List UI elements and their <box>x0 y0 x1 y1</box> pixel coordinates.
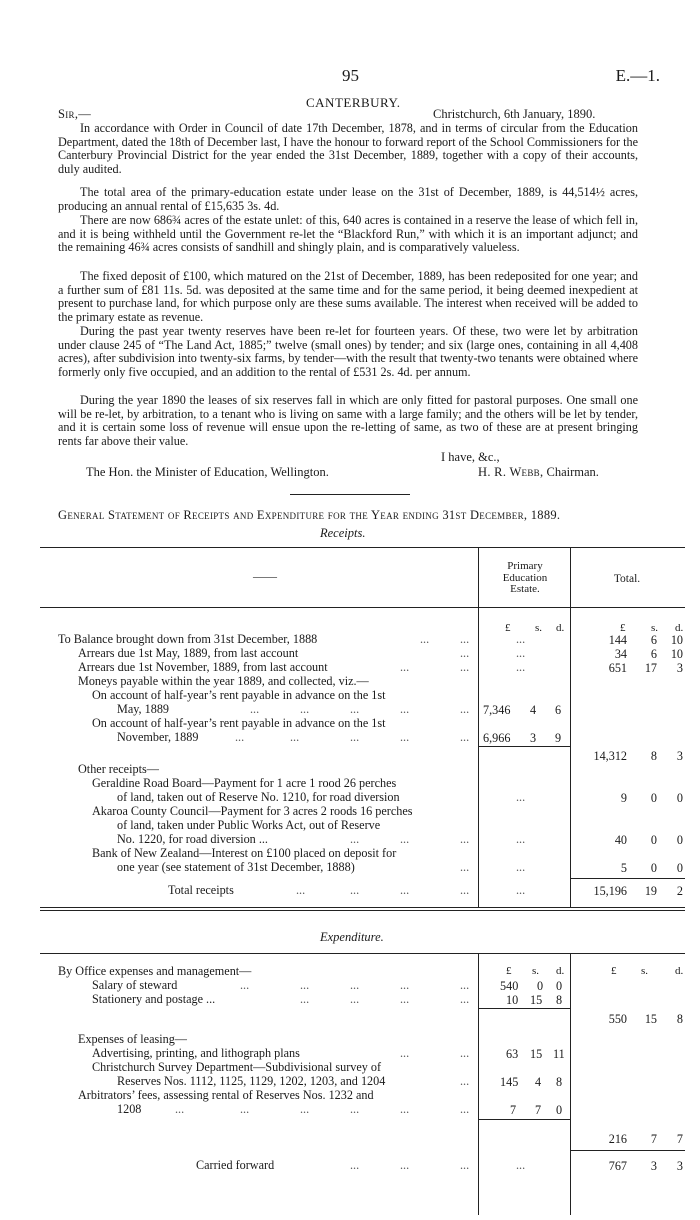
dot-leader: ... <box>296 883 306 897</box>
dot-leader: ... <box>460 978 470 992</box>
dot-leader: ... <box>240 978 250 992</box>
dot-leader: ... <box>516 632 526 646</box>
dot-leader: ... <box>460 660 470 674</box>
signature-name: H. R. Webb, <box>478 465 544 479</box>
receipt-row-label: Arrears due 1st May, 1889, from last account <box>78 646 299 660</box>
total-rule <box>570 878 685 879</box>
letter-paragraph: In accordance with Order in Council of date 17th December, 1878, and in terms of circular from the Education Department, dated the 18th of December last, I have the honour to forward report of the School Commissioners for the Canterbury Provincial District for the year ended the 31st December, 1889, together with a copy of their accounts, duly audited. <box>58 121 638 176</box>
receipt-row-label: Arrears due 1st November, 1889, from last account <box>78 660 328 674</box>
dot-leader: ... <box>400 660 410 674</box>
receipt-row-label: Moneys payable within the year 1889, and collected, viz.— <box>78 674 369 688</box>
receipt-row-label: On account of half-year’s rent payable in advance on the 1st <box>92 688 386 702</box>
total-shillings: 0 <box>650 861 657 875</box>
total-column-header: Total. <box>613 573 641 585</box>
dot-leader: ... <box>460 730 470 744</box>
primary-pence: 8 <box>556 993 563 1007</box>
dot-leader: ... <box>300 978 310 992</box>
column-divider <box>478 953 479 1215</box>
dot-leader: ... <box>460 860 470 874</box>
units-shillings: s. <box>532 965 540 977</box>
units-shillings: s. <box>535 622 543 634</box>
letter-paragraph: During the year 1890 the leases of six reserves fall in which are only fitted for pastoral purposes. One small one will be re-let, by arbitration, to a tenant who is living on same with a large family; and the others will be let by tender, and it is certain some loss of revenue will ensue upon the re-letting of same, as two of these are at present bringing rents far above their value. <box>58 393 638 448</box>
dot-leader: ... <box>460 646 470 660</box>
letter-title: CANTERBURY. <box>306 95 401 110</box>
dot-leader: ... <box>516 646 526 660</box>
primary-shillings: 4 <box>530 703 537 717</box>
subtotal-rule <box>478 1008 570 1009</box>
subtotal-rule <box>478 746 570 747</box>
dot-leader: ... <box>350 1158 360 1172</box>
dot-leader: ... <box>516 790 526 804</box>
primary-pounds: 10 <box>506 993 519 1007</box>
letter-paragraph: The total area of the primary-education estate under lease on the 31st of December, 1889, is 44,514½ acres, producing an annual rental of £15,635 3s. 4d. <box>58 185 638 213</box>
primary-column-header: Primary Education Estate. <box>502 560 548 595</box>
expenditure-heading: Expenditure. <box>320 930 384 944</box>
receipt-row-label: Geraldine Road Board—Payment for 1 acre 1 rood 26 perches <box>92 776 397 790</box>
letter-paragraph: The fixed deposit of £100, which matured on the 21st of December, 1889, has been redeposited for one year; and a further sum of £81 11s. 5d. was deposited at the same time and for the same period, it being deemed inexpedient at present to purchase land, for which purpose only are these sums available. The interest when received will be added to the primary estate as revenue. <box>58 269 638 324</box>
table-top-rule <box>40 547 685 548</box>
total-shillings: 17 <box>644 661 657 675</box>
primary-shillings: 3 <box>530 731 537 745</box>
expenditure-row-label: Arbitrators’ fees, assessing rental of Reserves Nos. 1232 and <box>78 1088 374 1102</box>
dot-leader: ... <box>400 1102 410 1116</box>
dot-leader: ... <box>516 883 526 897</box>
dot-leader: ... <box>516 1158 526 1172</box>
total-shillings: 6 <box>650 633 657 647</box>
dot-leader: ... <box>350 992 360 1006</box>
receipt-row-label: On account of half-year’s rent payable in advance on the 1st <box>92 716 386 730</box>
total-pence: 0 <box>676 791 683 805</box>
dot-leader: ... <box>400 1158 410 1172</box>
subtotal-rule <box>478 1119 570 1120</box>
total-receipts-label: Total receipts <box>168 883 234 897</box>
signature <box>478 465 599 480</box>
dot-leader: ... <box>516 660 526 674</box>
dot-leader: ... <box>350 832 360 846</box>
expenditure-row-label: Advertising, printing, and lithograph plans <box>92 1046 300 1060</box>
primary-pounds: 145 <box>500 1075 519 1089</box>
total-pounds: 550 <box>608 1012 627 1026</box>
primary-pounds: 540 <box>500 979 519 993</box>
units-shillings: s. <box>641 965 649 977</box>
expenditure-row-label: 1208 <box>117 1102 142 1116</box>
dot-leader: ... <box>400 832 410 846</box>
receipts-heading: Receipts. <box>320 526 366 540</box>
dot-leader: ... <box>350 883 360 897</box>
dot-leader: ... <box>300 1102 310 1116</box>
section-divider <box>290 494 410 495</box>
receipt-row-label: of land, taken under Public Works Act, out of Reserve <box>117 818 381 832</box>
total-pence: 8 <box>676 1012 683 1026</box>
primary-pence: 8 <box>556 1075 563 1089</box>
primary-pence: 9 <box>555 731 562 745</box>
expenditure-row-label: Stationery and postage ... <box>92 992 216 1006</box>
expenditure-row-label: Expenses of leasing— <box>78 1032 187 1046</box>
units-pounds: £ <box>611 965 617 977</box>
expenditure-row-label: Christchurch Survey Department—Subdivisional survey of <box>92 1060 382 1074</box>
letter-paragraph: There are now 686¾ acres of the estate unlet: of this, 640 acres is contained in a reserve the lease of which fell in, and it is being withheld until the Government re-let the “Blackford Run,” with which it is an important adjunct; and the remaining 46¾ acres consists of sandhill and shingly plain, and is comparatively valueless. <box>58 213 638 255</box>
primary-pounds: 7 <box>510 1103 517 1117</box>
total-shillings: 0 <box>650 833 657 847</box>
dot-leader: ... <box>300 992 310 1006</box>
dot-leader: ... <box>460 1046 470 1060</box>
total-pounds: 9 <box>620 791 627 805</box>
units-pence: d. <box>675 622 684 634</box>
total-pence: 3 <box>676 1159 683 1173</box>
primary-pounds: 63 <box>506 1047 519 1061</box>
primary-shillings: 4 <box>535 1075 542 1089</box>
dot-leader: ... <box>290 730 300 744</box>
expenditure-row-label: By Office expenses and management— <box>58 964 252 978</box>
total-shillings: 0 <box>650 791 657 805</box>
dot-leader: ... <box>400 978 410 992</box>
units-shillings: s. <box>651 622 659 634</box>
primary-pence: 0 <box>556 979 563 993</box>
total-pounds: 216 <box>608 1132 627 1146</box>
primary-shillings: 15 <box>530 1047 543 1061</box>
units-pounds: £ <box>620 622 626 634</box>
total-pence: 10 <box>670 647 683 661</box>
receipt-row-label: Akaroa County Council—Payment for 3 acres 2 roods 16 perches <box>92 804 413 818</box>
dot-leader: ... <box>400 730 410 744</box>
total-pence: 3 <box>676 749 683 763</box>
total-pounds: 34 <box>614 647 627 661</box>
primary-pounds: 6,966 <box>483 731 511 745</box>
receipt-row-label: November, 1889 <box>117 730 199 744</box>
dot-leader: ... <box>240 1102 250 1116</box>
dot-leader: ... <box>350 1102 360 1116</box>
total-shillings: 8 <box>650 749 657 763</box>
units-pence: d. <box>556 622 565 634</box>
page-number: 95 <box>342 66 359 85</box>
receipt-row-label: To Balance brought down from 31st December, 1888 <box>58 632 318 646</box>
place-date: Christchurch, 6th January, 1890. <box>433 107 596 121</box>
header-bottom-rule <box>40 607 685 608</box>
dot-leader: ... <box>460 1102 470 1116</box>
total-pence: 10 <box>670 633 683 647</box>
dot-leader: ... <box>350 702 360 716</box>
dot-leader: ... <box>460 832 470 846</box>
total-pence: 2 <box>676 884 683 898</box>
dot-leader: ... <box>350 730 360 744</box>
description-column-header: —— <box>253 569 277 583</box>
expenditure-row-label: Salary of steward <box>92 978 178 992</box>
receipt-row-label: one year (see statement of 31st December, 1888) <box>117 860 355 874</box>
primary-pence: 11 <box>553 1047 565 1061</box>
total-pounds: 15,196 <box>593 884 627 898</box>
units-pounds: £ <box>506 965 512 977</box>
dot-leader: ... <box>460 992 470 1006</box>
receipt-row-label: of land, taken out of Reserve No. 1210, for road diversion <box>117 790 400 804</box>
column-divider <box>570 547 571 907</box>
dot-leader: ... <box>235 730 245 744</box>
total-pounds: 14,312 <box>593 749 627 763</box>
dot-leader: ... <box>250 702 260 716</box>
dot-leader: ... <box>175 1102 185 1116</box>
total-shillings: 3 <box>650 1159 657 1173</box>
dot-leader: ... <box>460 883 470 897</box>
primary-shillings: 7 <box>535 1103 542 1117</box>
total-pence: 0 <box>676 861 683 875</box>
dot-leader: ... <box>460 632 470 646</box>
addressee: The Hon. the Minister of Education, Wellington. <box>86 465 329 479</box>
expenditure-top-rule <box>40 953 685 954</box>
total-shillings: 15 <box>644 1012 657 1026</box>
column-divider <box>478 547 479 907</box>
total-pence: 3 <box>676 661 683 675</box>
receipt-row-label: May, 1889 <box>117 702 170 716</box>
total-shillings: 19 <box>644 884 657 898</box>
total-pounds: 651 <box>608 661 627 675</box>
primary-pence: 0 <box>556 1103 563 1117</box>
dot-leader: ... <box>300 702 310 716</box>
total-pounds: 5 <box>620 861 627 875</box>
letter-paragraph: During the past year twenty reserves have been re-let for fourteen years. Of these, two were let by arbitration under clause 245 of “The Land Act, 1885;” twelve (small ones) by tender; and six (large ones, containing in all 4,408 acres), after subdivision into twenty-six farms, by tender—with the result that twenty-two tenants were obtained where formerly only five occupied, and an addition to the rental of £531 2s. 4d. per annum. <box>58 324 638 379</box>
total-shillings: 7 <box>650 1132 657 1146</box>
column-divider <box>570 953 571 1215</box>
units-pence: d. <box>675 965 684 977</box>
dot-leader: ... <box>460 1074 470 1088</box>
primary-pence: 6 <box>555 703 562 717</box>
primary-shillings: 15 <box>530 993 543 1007</box>
units-pence: d. <box>556 965 565 977</box>
section-rule <box>40 907 685 908</box>
document-reference: E.—1. <box>615 66 660 85</box>
units-pounds: £ <box>505 622 511 634</box>
total-pounds: 40 <box>614 833 627 847</box>
total-pence: 0 <box>676 833 683 847</box>
dot-leader: ... <box>350 978 360 992</box>
total-shillings: 6 <box>650 647 657 661</box>
letter-closing: I have, &c., <box>441 450 500 464</box>
total-pence: 7 <box>676 1132 683 1146</box>
dot-leader: ... <box>460 702 470 716</box>
expenditure-row-label: Reserves Nos. 1112, 1125, 1129, 1202, 1203, and 1204 <box>117 1074 386 1088</box>
section-rule <box>40 910 685 911</box>
dot-leader: ... <box>400 992 410 1006</box>
dot-leader: ... <box>400 1046 410 1060</box>
carried-forward-label: Carried forward <box>196 1158 275 1172</box>
statement-title: General Statement of Receipts and Expenditure for the Year ending 31st December, 1889. <box>58 508 561 522</box>
dot-leader: ... <box>400 883 410 897</box>
receipt-row-label: No. 1220, for road diversion ... <box>117 832 268 846</box>
dot-leader: ... <box>516 860 526 874</box>
primary-shillings: 0 <box>537 979 544 993</box>
dot-leader: ... <box>420 632 430 646</box>
receipt-row-label: Bank of New Zealand—Interest on £100 placed on deposit for <box>92 846 397 860</box>
dot-leader: ... <box>516 832 526 846</box>
dot-leader: ... <box>460 1158 470 1172</box>
total-pounds: 767 <box>608 1159 627 1173</box>
salutation: Sir,— <box>58 107 92 121</box>
receipt-row-label: Other receipts— <box>78 762 159 776</box>
total-pounds: 144 <box>608 633 627 647</box>
signature-title: Chairman. <box>546 465 599 479</box>
total-rule <box>570 1150 685 1151</box>
primary-pounds: 7,346 <box>483 703 511 717</box>
dot-leader: ... <box>400 702 410 716</box>
